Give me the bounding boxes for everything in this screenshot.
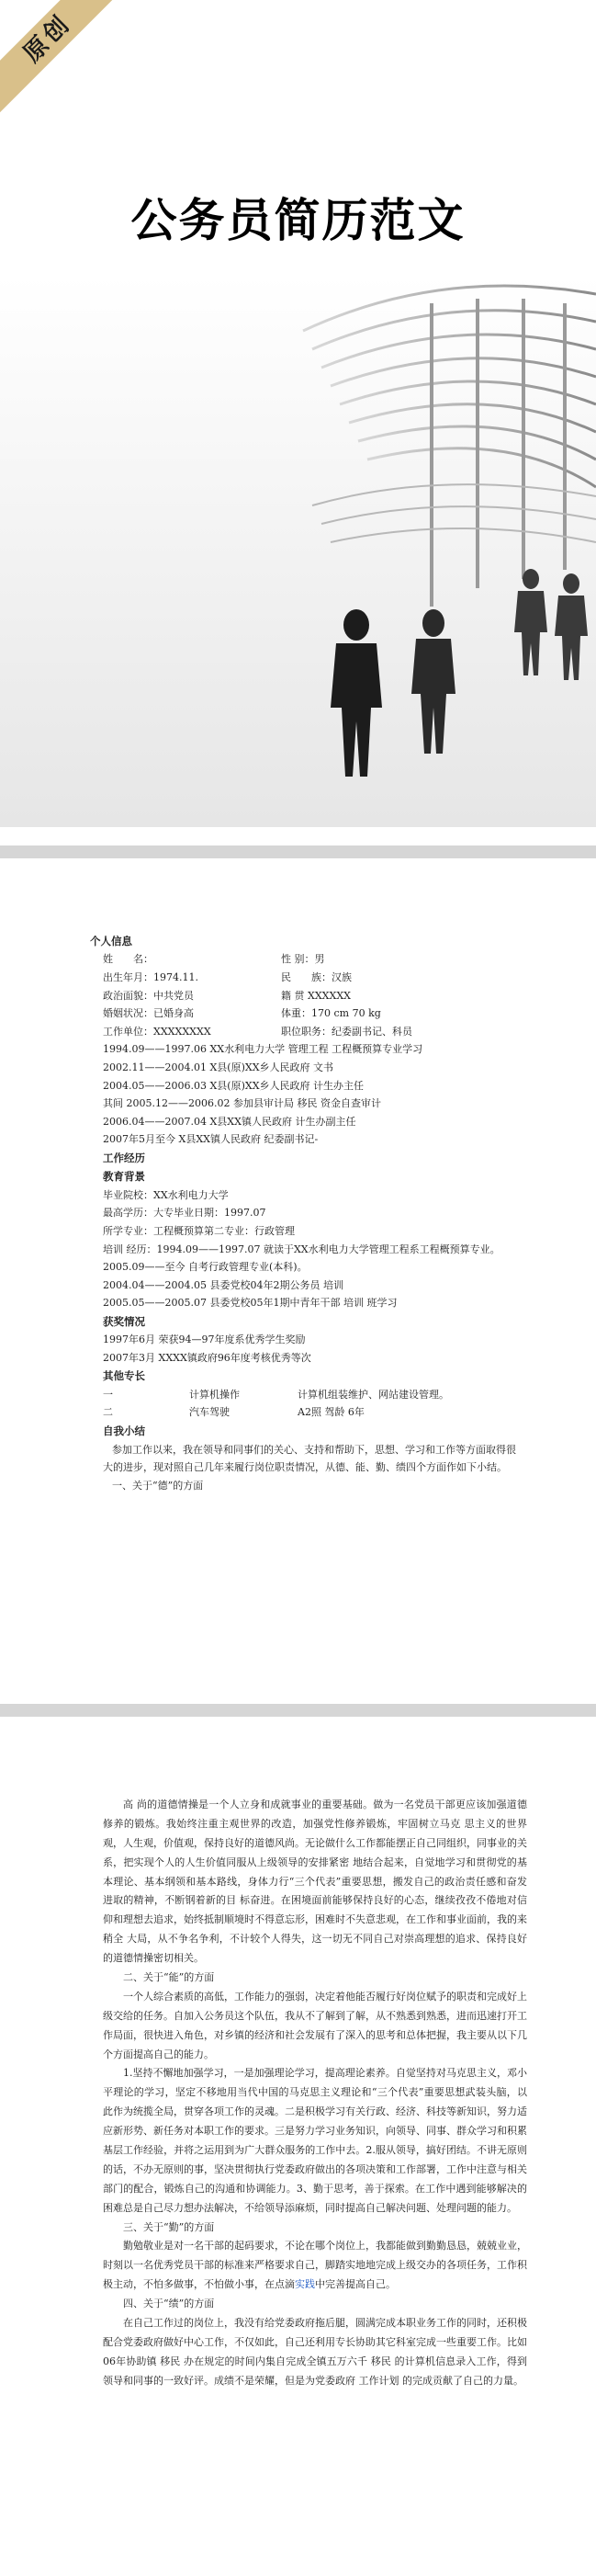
point-heading: 二、关于“能”的方面 — [123, 1971, 215, 1984]
page-separator — [0, 845, 596, 858]
timeline-item: 其间 2005.12——2006.02 参加县审计局 移民 资金自查审计 — [103, 1097, 381, 1110]
training-summary: 培训 经历：1994.09——1997.07 就读于XX水利电力大学管理工程系工程概预算专业。 — [103, 1243, 500, 1255]
section-awards: 获奖情况 — [103, 1314, 145, 1328]
skill-row: 二 汽车驾驶 A2照 驾龄 6年 — [103, 1406, 365, 1419]
education-item: 最高学历：大专毕业日期：1997.07 — [103, 1207, 266, 1220]
training-item: 2005.09——至今 自考行政管理专业(本科)。 — [103, 1261, 308, 1274]
training-item: 2004.04——2004.05 县委党校04年2期公务员 培训 — [103, 1278, 343, 1291]
info-row: 工作单位：XXXXXXXX 职位职务：纪委副书记、科员 — [103, 1025, 412, 1038]
practice-link[interactable]: 实践 — [295, 2278, 315, 2291]
original-badge: 原创 — [0, 0, 126, 117]
info-row: 出生年月：1974.11. 民 族：汉族 — [103, 971, 352, 984]
section-self-summary: 自我小结 — [103, 1424, 145, 1438]
cover-illustration — [0, 276, 596, 827]
skill-row: 一 计算机操作 计算机组装维护、网站建设管理。 — [103, 1388, 449, 1401]
resume-page — [0, 858, 596, 1704]
section-education: 教育背景 — [103, 1170, 145, 1184]
timeline-item: 1994.09——1997.06 XX水利电力大学 管理工程 工程概预算专业学习 — [103, 1043, 423, 1056]
cover-page — [0, 0, 596, 845]
point-heading: 一、关于“德”的方面 — [112, 1479, 204, 1492]
timeline-item: 2004.05——2006.03 X县(原)XX乡人民政府 计生办主任 — [103, 1079, 365, 1092]
point-heading: 四、关于“绩”的方面 — [123, 2298, 215, 2310]
info-row: 政治面貌：中共党员 籍 贯 XXXXXX — [103, 989, 351, 1002]
page-separator — [0, 1704, 596, 1717]
timeline-item: 2002.11——2004.01 X县(原)XX乡人民政府 文书 — [103, 1061, 334, 1073]
section-work-history: 工作经历 — [103, 1151, 145, 1164]
award-item: 1997年6月 荣获94—97年度系优秀学生奖励 — [103, 1333, 306, 1346]
timeline-item: 2007年5月至今 X县XX镇人民政府 纪委副书记- — [103, 1133, 319, 1146]
section-skills: 其他专长 — [103, 1369, 145, 1383]
self-summary-text: 参加工作以来，我在领导和同事们的关心、支持和帮助下，思想、学习和工作等方面取得很大的进步，现对照自己几年来履行岗位职责情况，从德、能、勤、绩四个方面作如下小结。 — [103, 1443, 516, 1474]
section-personal-info: 个人信息 — [90, 935, 132, 948]
essay-paragraph: 勤勉敬业是对一名干部的起码要求，不论在哪个岗位上，我都能做到勤勤恳恳，兢兢业业，时刻以一名优秀党员干部的标准来严格要求自己，脚踏实地地完成上级交办的各项任务，工作积极主动，不怕多做事，不怕做小事，在点滴实践中完善提高自己。 — [103, 2240, 527, 2291]
essay-page — [0, 1717, 596, 2576]
info-row: 姓 名： 性 别：男 — [103, 953, 325, 966]
essay-paragraph: 1.坚持不懈地加强学习，一是加强理论学习，提高理论素养。自觉坚持对马克思主义，邓小平理论的学习，坚定不移地用当代中国的马克思主义理论和“三个代表”重要思想武装头脑，以此作为统揽全局，贯穿各项工作的灵魂。二是积极学习有关行政、经济、科技等新知识，努力适应新形势、新任务对本职工作的要求。三是努力学习业务知识，向领导、同事、群众学习和积累基层工作经验，并将之运用到为广大群众服务的工作中去。2.服从领导，搞好团结。不讲无原则的话，不办无原则的事，坚决贯彻执行党委政府做出的各项决策和工作部署，工作中注意与相关部门的配合，锻炼自己的沟通和协调能力。3、勤于思考，善于探索。在工作中遇到能够解决的困难总是自己尽力想办法解决，不给领导添麻烦，同时提高自己解决问题、处理问题的能力。 — [103, 2067, 527, 2214]
essay-paragraph: 一个人综合素质的高低，工作能力的强弱，决定着他能否履行好岗位赋予的职责和完成好上级交给的任务。自加入公务员这个队伍，我从不了解到了解，从不熟悉到熟悉，进而迅速打开工作局面，很快进入角色，对乡镇的经济和社会发展有了深入的思考和总体把握，我主要从以下几个方面提高自己的能力。 — [103, 1990, 527, 2060]
training-item: 2005.05——2005.07 县委党校05年1期中青年干部 培训 班学习 — [103, 1297, 398, 1310]
award-item: 2007年3月 XXXX镇政府96年度考核优秀等次 — [103, 1351, 311, 1364]
essay-paragraph: 在自己工作过的岗位上，我没有给党委政府拖后腿，圆满完成本职业务工作的同时，还积极配合党委政府做好中心工作，不仅如此，自己还利用专长协助其它科室完成一些重要工作。比如06年协助镇 移民 办在规定的时间内集自完成全镇五万六千 移民 的计算机信息录入工作，得到领导和同事的一致好评。成绩不是荣耀，但是为党委政府 工作计划 的完成贡献了自己的力量。 — [103, 2317, 527, 2387]
education-item: 所学专业：工程概预算第二专业：行政管理 — [103, 1224, 295, 1237]
point-heading: 三、关于“勤”的方面 — [123, 2220, 215, 2233]
essay-paragraph: 高 尚的道德情操是一个人立身和成就事业的重要基础。做为一名党员干部更应该加强道德修养的锻炼。我始终注重主观世界的改造，加强党性修养锻炼，牢固树立马克 思主义的世界观，人生观，价值观，保持良好的道德风尚。无论做什么工作都能摆正自己同组织，同事业的关系，把实现个人的人生价值同服从上级领导的安排紧密 地结合起来，自觉地学习和贯彻党的基本理论、基本纲领和基本路线，身体力行“三个代表”重要思想，搬发自己的政治责任感和奋发进取的精神，不断钢着新的目 标奋进。在困境面前能够保持良好的心态，继续孜孜不倦地对信仰和理想去追求，始终抵制顺境时不得意忘形，困难时不失意悲观，在工作和事业面前，我的来稍全 大局，从不争名争利，不计较个人得失，这一切无不同自己对崇高理想的追求、保持良好的道德情操密切相关。 — [103, 1799, 527, 1965]
cover-title: 公务员简历范文 — [130, 194, 466, 247]
education-item: 毕业院校：XX水利电力大学 — [103, 1188, 229, 1201]
timeline-item: 2006.04——2007.04 X县XX镇人民政府 计生办副主任 — [103, 1115, 356, 1128]
info-row: 婚姻状况：已婚身高 体重：170 cm 70 kg — [103, 1007, 381, 1020]
